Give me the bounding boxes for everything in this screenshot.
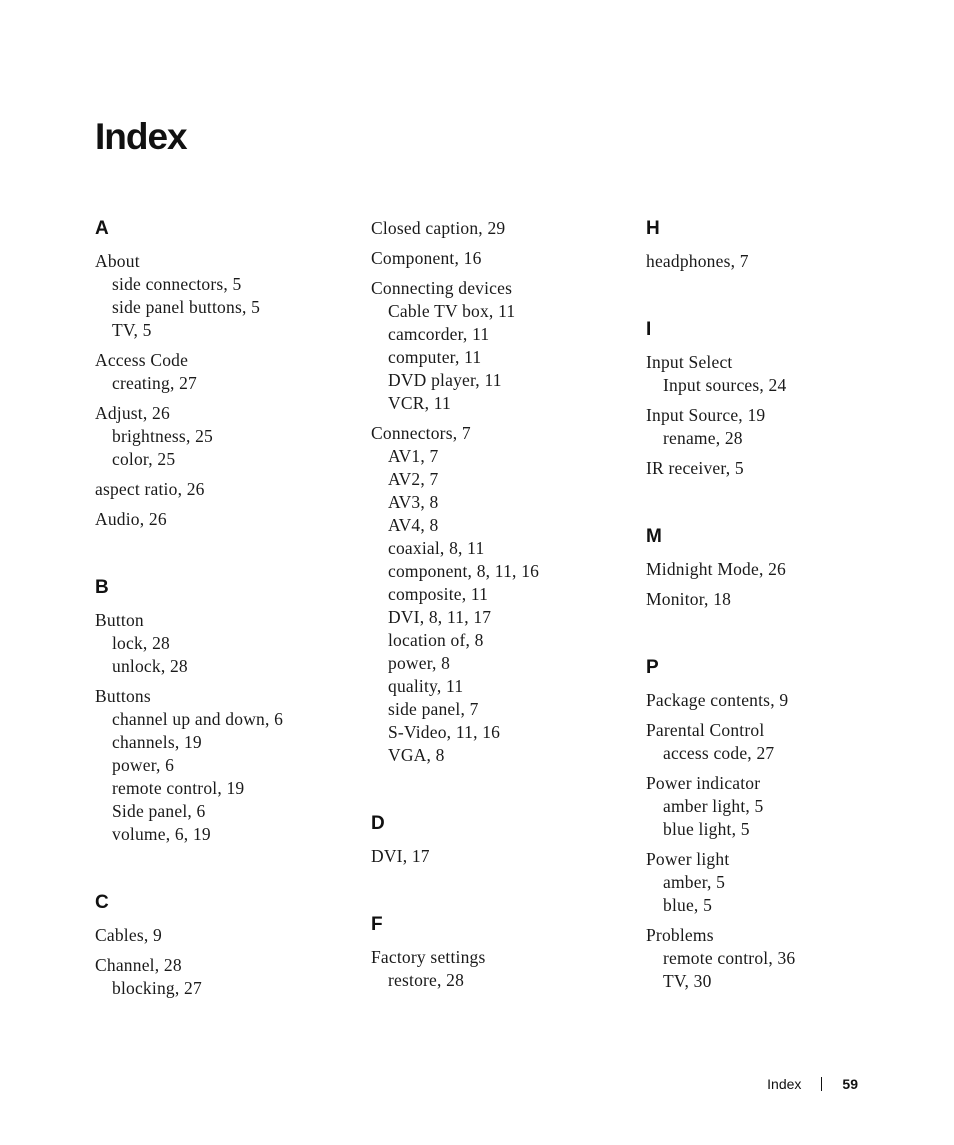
index-term: IR receiver, 5 bbox=[646, 458, 744, 478]
index-entry bbox=[646, 689, 795, 712]
entries-list bbox=[371, 946, 539, 992]
index-entry bbox=[646, 772, 795, 841]
index-subentry: blue light, 5 bbox=[663, 819, 750, 839]
index-subentry: side panel buttons, 5 bbox=[112, 297, 261, 317]
entries-list bbox=[646, 558, 795, 611]
section-letter: H bbox=[646, 218, 660, 239]
index-term: Connecting devices bbox=[371, 278, 513, 298]
index-subentry: lock, 28 bbox=[112, 633, 170, 653]
index-section bbox=[95, 891, 283, 1000]
index-term: DVI, 17 bbox=[371, 846, 430, 866]
index-subentry: AV4, 8 bbox=[388, 515, 439, 535]
index-subentry: blocking, 27 bbox=[112, 978, 202, 998]
index-term: Button bbox=[95, 610, 144, 630]
section-letter: C bbox=[95, 892, 109, 913]
index-section bbox=[646, 318, 795, 480]
index-section bbox=[646, 525, 795, 611]
index-subentry: AV2, 7 bbox=[388, 469, 439, 489]
index-subentry: VGA, 8 bbox=[388, 745, 445, 765]
index-section bbox=[371, 913, 539, 992]
index-section bbox=[646, 656, 795, 993]
index-section bbox=[95, 576, 283, 846]
index-entry bbox=[646, 848, 795, 917]
index-term: Connectors, 7 bbox=[371, 423, 471, 443]
index-subentry: Side panel, 6 bbox=[112, 801, 206, 821]
index-term: Parental Control bbox=[646, 720, 765, 740]
index-subentry: Cable TV box, 11 bbox=[388, 301, 516, 321]
index-entry bbox=[371, 946, 539, 992]
index-entry bbox=[646, 719, 795, 765]
index-subentry: Input sources, 24 bbox=[663, 375, 787, 395]
index-subentry: brightness, 25 bbox=[112, 426, 213, 446]
index-subentry: remote control, 36 bbox=[663, 948, 796, 968]
index-term: Midnight Mode, 26 bbox=[646, 559, 786, 579]
index-section bbox=[371, 812, 539, 868]
index-term: Closed caption, 29 bbox=[371, 218, 506, 238]
section-letter: M bbox=[646, 526, 662, 547]
index-entry bbox=[646, 924, 795, 993]
index-section bbox=[646, 217, 795, 273]
index-subentry: component, 8, 11, 16 bbox=[388, 561, 540, 581]
index-subentry: S-Video, 11, 16 bbox=[388, 722, 501, 742]
section-letter: I bbox=[646, 319, 652, 340]
index-entry bbox=[95, 402, 283, 471]
index-entry bbox=[371, 422, 539, 767]
entries-list bbox=[646, 250, 795, 273]
index-term: About bbox=[95, 251, 140, 271]
index-entry bbox=[371, 277, 539, 415]
index-term: Factory settings bbox=[371, 947, 486, 967]
index-term: headphones, 7 bbox=[646, 251, 749, 271]
index-section bbox=[371, 217, 539, 767]
section-letter: B bbox=[95, 577, 109, 598]
index-entry bbox=[646, 457, 795, 480]
index-entry bbox=[95, 685, 283, 846]
index-term: Power indicator bbox=[646, 773, 761, 793]
index-entry bbox=[646, 404, 795, 450]
page-title: Index bbox=[95, 116, 187, 157]
index-subentry: side panel, 7 bbox=[388, 699, 479, 719]
index-entry bbox=[646, 250, 795, 273]
index-entry bbox=[95, 508, 283, 531]
index-entry bbox=[95, 609, 283, 678]
index-entry bbox=[95, 250, 283, 342]
index-column-1 bbox=[95, 210, 283, 1000]
index-subentry: rename, 28 bbox=[663, 428, 743, 448]
section-letter: P bbox=[646, 657, 659, 678]
index-term: Audio, 26 bbox=[95, 509, 167, 529]
index-entry bbox=[646, 351, 795, 397]
index-subentry: amber, 5 bbox=[663, 872, 726, 892]
index-entry bbox=[95, 349, 283, 395]
index-term: Input Source, 19 bbox=[646, 405, 766, 425]
index-subentry: VCR, 11 bbox=[388, 393, 451, 413]
index-subentry: power, 6 bbox=[112, 755, 175, 775]
entries-list bbox=[371, 845, 539, 868]
index-subentry: blue, 5 bbox=[663, 895, 713, 915]
index-subentry: access code, 27 bbox=[663, 743, 775, 763]
index-subentry: coaxial, 8, 11 bbox=[388, 538, 485, 558]
index-entry bbox=[95, 954, 283, 1000]
index-subentry: AV3, 8 bbox=[388, 492, 439, 512]
entries-list bbox=[95, 924, 283, 1000]
entries-list bbox=[646, 351, 795, 480]
index-subentry: power, 8 bbox=[388, 653, 451, 673]
section-letter: D bbox=[371, 813, 385, 834]
index-term: Access Code bbox=[95, 350, 189, 370]
index-entry bbox=[646, 588, 795, 611]
page-number: 59 bbox=[842, 1076, 858, 1092]
index-term: Package contents, 9 bbox=[646, 690, 789, 710]
entries-list bbox=[646, 689, 795, 993]
index-entry bbox=[95, 924, 283, 947]
index-column-3 bbox=[646, 210, 795, 993]
index-entry bbox=[646, 558, 795, 581]
index-entry bbox=[371, 217, 539, 240]
index-section bbox=[95, 217, 283, 531]
footer-separator bbox=[821, 1077, 822, 1091]
index-subentry: creating, 27 bbox=[112, 373, 198, 393]
index-subentry: camcorder, 11 bbox=[388, 324, 490, 344]
index-subentry: side connectors, 5 bbox=[112, 274, 242, 294]
index-subentry: TV, 5 bbox=[112, 320, 152, 340]
page-footer bbox=[767, 1076, 858, 1092]
index-term: Cables, 9 bbox=[95, 925, 162, 945]
index-subentry: volume, 6, 19 bbox=[112, 824, 211, 844]
index-term: Power light bbox=[646, 849, 730, 869]
index-subentry: unlock, 28 bbox=[112, 656, 188, 676]
entries-list bbox=[371, 217, 539, 767]
index-subentry: remote control, 19 bbox=[112, 778, 245, 798]
index-term: Buttons bbox=[95, 686, 151, 706]
section-letter: F bbox=[371, 914, 383, 935]
index-term: Channel, 28 bbox=[95, 955, 182, 975]
index-subentry: quality, 11 bbox=[388, 676, 464, 696]
entries-list bbox=[95, 250, 283, 531]
index-subentry: AV1, 7 bbox=[388, 446, 439, 466]
index-term: Input Select bbox=[646, 352, 733, 372]
index-entry bbox=[95, 478, 283, 501]
index-subentry: DVI, 8, 11, 17 bbox=[388, 607, 492, 627]
section-letter: A bbox=[95, 218, 109, 239]
index-subentry: location of, 8 bbox=[388, 630, 484, 650]
index-subentry: DVD player, 11 bbox=[388, 370, 502, 390]
entries-list bbox=[95, 609, 283, 846]
index-entry bbox=[371, 845, 539, 868]
index-subentry: computer, 11 bbox=[388, 347, 482, 367]
index-term: Problems bbox=[646, 925, 714, 945]
index-term: Monitor, 18 bbox=[646, 589, 732, 609]
index-subentry: channels, 19 bbox=[112, 732, 202, 752]
index-subentry: restore, 28 bbox=[388, 970, 465, 990]
index-entry bbox=[371, 247, 539, 270]
index-subentry: amber light, 5 bbox=[663, 796, 764, 816]
index-term: Adjust, 26 bbox=[95, 403, 170, 423]
index-subentry: color, 25 bbox=[112, 449, 176, 469]
index-subentry: channel up and down, 6 bbox=[112, 709, 284, 729]
index-subentry: TV, 30 bbox=[663, 971, 712, 991]
index-subentry: composite, 11 bbox=[388, 584, 489, 604]
index-column-2 bbox=[371, 210, 539, 992]
index-term: Component, 16 bbox=[371, 248, 482, 268]
footer-label: Index bbox=[767, 1076, 802, 1092]
index-term: aspect ratio, 26 bbox=[95, 479, 205, 499]
